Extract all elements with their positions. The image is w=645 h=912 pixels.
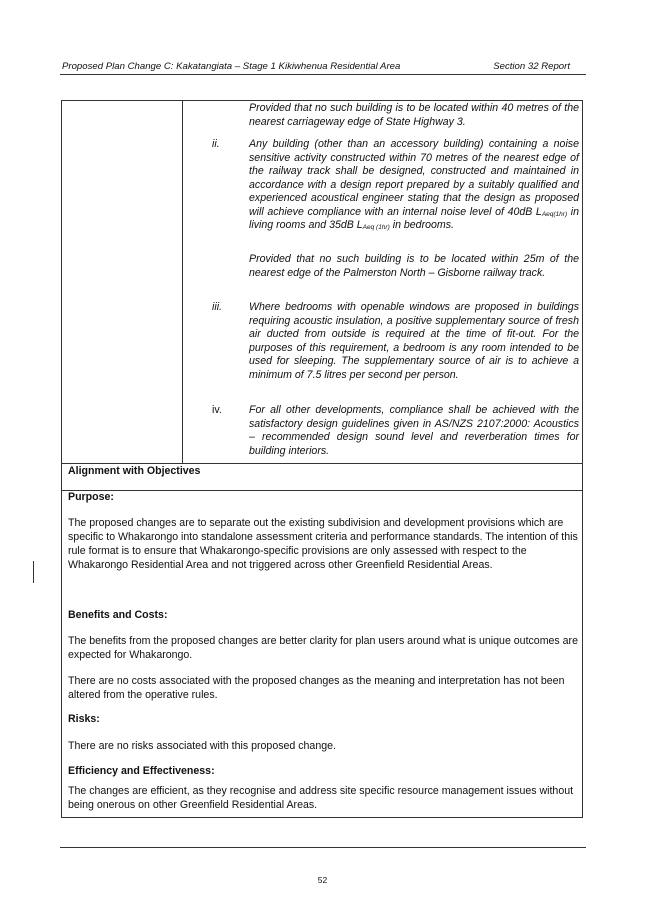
- risks-text: There are no risks associated with this proposed change.: [68, 740, 336, 752]
- item-number-iv: iv.: [212, 404, 222, 416]
- purpose-heading: Purpose:: [68, 491, 114, 503]
- header-divider: [60, 74, 586, 75]
- item-iii-text: Where bedrooms with openable windows are proposed in buildings requiring acoustic insulation, a positive supplementary source of fresh air ducted from outside is required at the time of fit-out. For the purposes of this requirement, a bedroom is any room intended to be used for sleeping. The supplementary source of air is to achieve a minimum of 7.5 litres per second per person.: [249, 301, 579, 381]
- item-ii-subscript-1: Aeq(1hr): [541, 210, 568, 218]
- rule-table: [61, 100, 583, 818]
- row-divider: [62, 490, 582, 491]
- benefits-text-1: The benefits from the proposed changes are better clarity for plan users around what is unique outcomes are expected for Whakarongo.: [68, 635, 578, 661]
- item-iv-text: For all other developments, compliance shall be achieved with the satisfactory design guidelines given in AS/NZS 2107:2000: Acoustics – recommended design sound level and reverberation times for building interiors.: [249, 404, 579, 457]
- footer-divider: [60, 847, 586, 848]
- efficiency-text: The changes are efficient, as they recognise and address site specific resource management issues without being onerous on other Greenfield Residential Areas.: [68, 785, 574, 811]
- item-ii-text-c: in bedrooms.: [389, 219, 454, 231]
- purpose-text: The proposed changes are to separate out the existing subdivision and development provisions which are specific to Whakarongo into standalone assessment criteria and performance standards. The intention of this rule format is to ensure that Whakarongo-specific provisions are only assessed with respect to the Whakarongo Residential Area and not triggered across other Greenfield Residential Areas.: [68, 517, 578, 571]
- item-ii-text-b: in living rooms and 35dB L: [249, 205, 579, 231]
- header-section: Section 32 Report: [493, 61, 570, 72]
- benefits-text-2: There are no costs associated with the proposed changes as the meaning and interpretation has not been altered from the operative rules.: [68, 675, 565, 701]
- benefits-heading: Benefits and Costs:: [68, 609, 168, 621]
- page-number: 52: [317, 875, 328, 885]
- item-number-iii: iii.: [212, 301, 223, 313]
- change-bar: [33, 561, 34, 583]
- proviso-state-highway: Provided that no such building is to be located within 40 metres of the nearest carriageway edge of State Highway 3.: [249, 102, 579, 128]
- header-title: Proposed Plan Change C: Kakatangiata – Stage 1 Kikiwhenua Residential Area: [62, 61, 401, 72]
- risks-heading: Risks:: [68, 713, 100, 725]
- item-ii-subscript-2: Aeq (1hr): [362, 224, 390, 231]
- item-ii-text: [249, 138, 579, 233]
- efficiency-heading: Efficiency and Effectiveness:: [68, 765, 215, 777]
- column-divider: [182, 101, 183, 463]
- row-divider: [62, 463, 582, 464]
- item-ii-text-a: Any building (other than an accessory building) containing a noise sensitive activity constructed within 70 metres of the nearest edge of the railway track shall be designed, constructed and maintained in accordance with a design report prepared by a suitably qualified and experienced acoustical engineer stating that the design as proposed will achieve compliance with an internal noise level of 40dB L: [249, 138, 579, 218]
- proviso-railway: Provided that no such building is to be located within 25m of the nearest edge of the Palmerston North – Gisborne railway track.: [249, 253, 579, 279]
- alignment-heading: Alignment with Objectives: [68, 465, 201, 477]
- page-header: [62, 61, 586, 72]
- item-number-ii: ii.: [212, 138, 220, 150]
